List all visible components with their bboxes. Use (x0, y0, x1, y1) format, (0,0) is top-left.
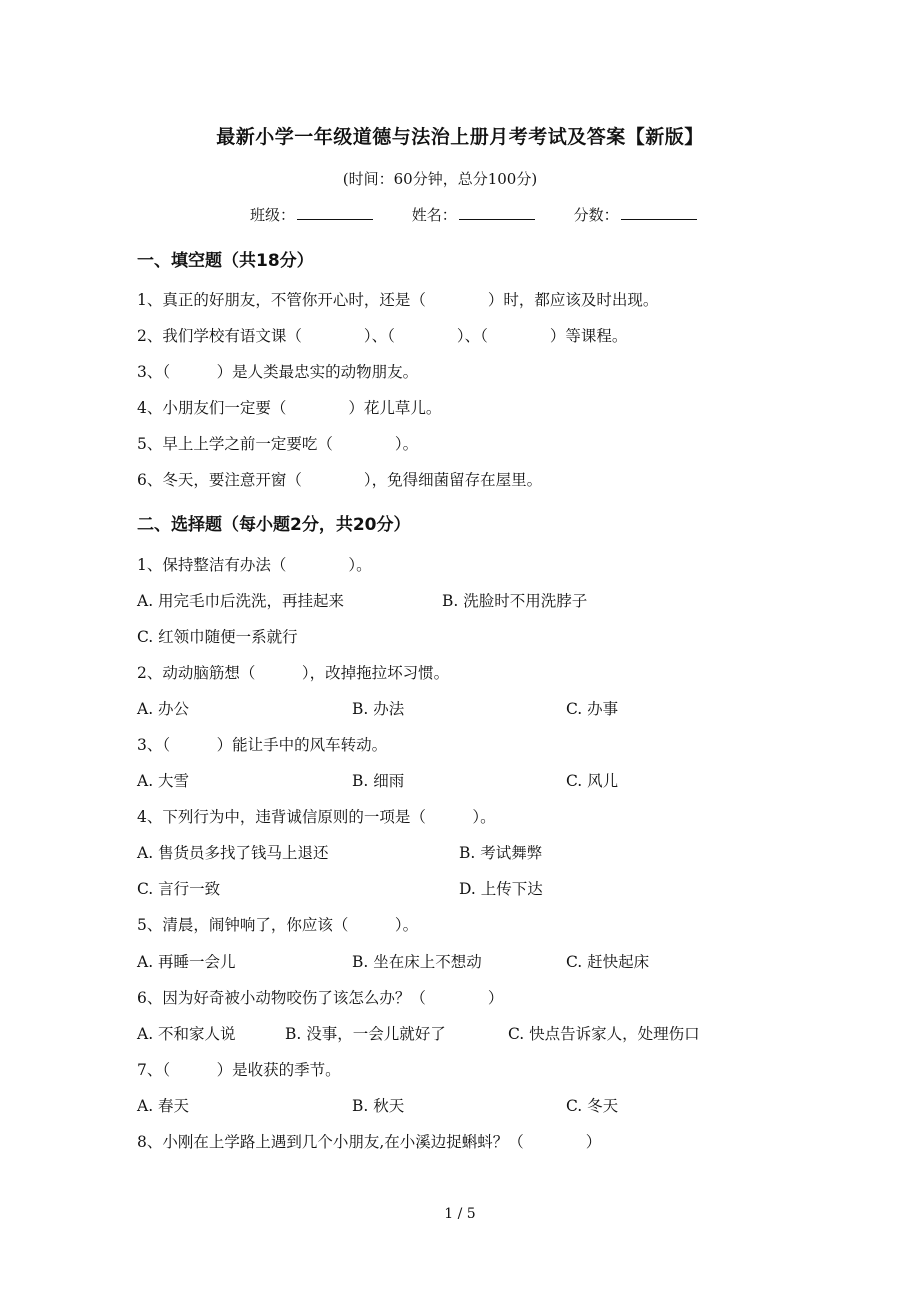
fill-item: 1、真正的好朋友，不管你开心时，还是（ ）时，都应该及时出现。 (137, 291, 659, 309)
option: A. 大雪 (137, 772, 190, 790)
question: 5、清晨，闹钟响了，你应该（ ）。 (137, 916, 419, 934)
option: D. 上传下达 (459, 880, 543, 898)
question: 8、小刚在上学路上遇到几个小朋友,在小溪边捉蝌蚪？（ ） (137, 1133, 602, 1151)
question: 2、动动脑筋想（ ），改掉拖拉坏习惯。 (137, 664, 450, 682)
option: B. 办法 (352, 700, 405, 718)
student-info-row (250, 204, 731, 225)
section-heading-choice: 二、选择题（每小题2分，共20分） (137, 515, 411, 535)
time-info: (时间：60分钟，总分100分) (342, 170, 538, 188)
name-label: 姓名： (411, 206, 457, 224)
option: A. 用完毛巾后洗洗，再挂起来 (137, 592, 345, 610)
option: C. 冬天 (566, 1097, 619, 1115)
option: C. 红领巾随便一系就行 (137, 628, 298, 646)
option: C. 风儿 (566, 772, 619, 790)
option: A. 再睡一会儿 (137, 953, 236, 971)
fill-item: 2、我们学校有语文课（ ）、（ ）、（ ）等课程。 (137, 327, 628, 345)
section-heading-fill-blank: 一、填空题（共18分） (137, 251, 314, 271)
question: 4、下列行为中，违背诚信原则的一项是（ ）。 (137, 808, 496, 826)
score-field (574, 204, 697, 225)
option: B. 考试舞弊 (459, 844, 543, 862)
option: A. 不和家人说 (137, 1025, 236, 1043)
fill-item: 3、（ ）是人类最忠实的动物朋友。 (137, 363, 419, 381)
fill-item: 4、小朋友们一定要（ ）花儿草儿。 (137, 399, 442, 417)
question: 7、（ ）是收获的季节。 (137, 1061, 341, 1079)
fill-item: 6、冬天，要注意开窗（ ），免得细菌留存在屋里。 (137, 471, 543, 489)
option: C. 快点告诉家人，处理伤口 (508, 1025, 700, 1043)
score-label: 分数： (573, 206, 619, 224)
option: B. 没事，一会儿就好了 (285, 1025, 446, 1043)
question: 1、保持整洁有办法（ ）。 (137, 556, 372, 574)
question: 3、（ ）能让手中的风车转动。 (137, 736, 388, 754)
fill-item: 5、早上上学之前一定要吃（ ）。 (137, 435, 419, 453)
class-blank[interactable] (297, 205, 373, 220)
page-number: 1 / 5 (444, 1206, 476, 1222)
class-field (250, 204, 373, 225)
option: B. 洗脸时不用洗脖子 (442, 592, 588, 610)
name-blank[interactable] (459, 205, 535, 220)
page-title: 最新小学一年级道德与法治上册月考考试及答案【新版】 (216, 126, 704, 148)
option: A. 售货员多找了钱马上退还 (137, 844, 329, 862)
class-label: 班级： (250, 206, 296, 224)
option: A. 办公 (137, 700, 190, 718)
option: C. 赶快起床 (566, 953, 650, 971)
question: 6、因为好奇被小动物咬伤了该怎么办？（ ） (137, 989, 504, 1007)
option: A. 春天 (137, 1097, 190, 1115)
score-blank[interactable] (621, 205, 697, 220)
option: C. 言行一致 (137, 880, 221, 898)
option: B. 坐在床上不想动 (352, 953, 482, 971)
name-field (412, 204, 535, 225)
option: B. 秋天 (352, 1097, 405, 1115)
option: B. 细雨 (352, 772, 405, 790)
option: C. 办事 (566, 700, 619, 718)
